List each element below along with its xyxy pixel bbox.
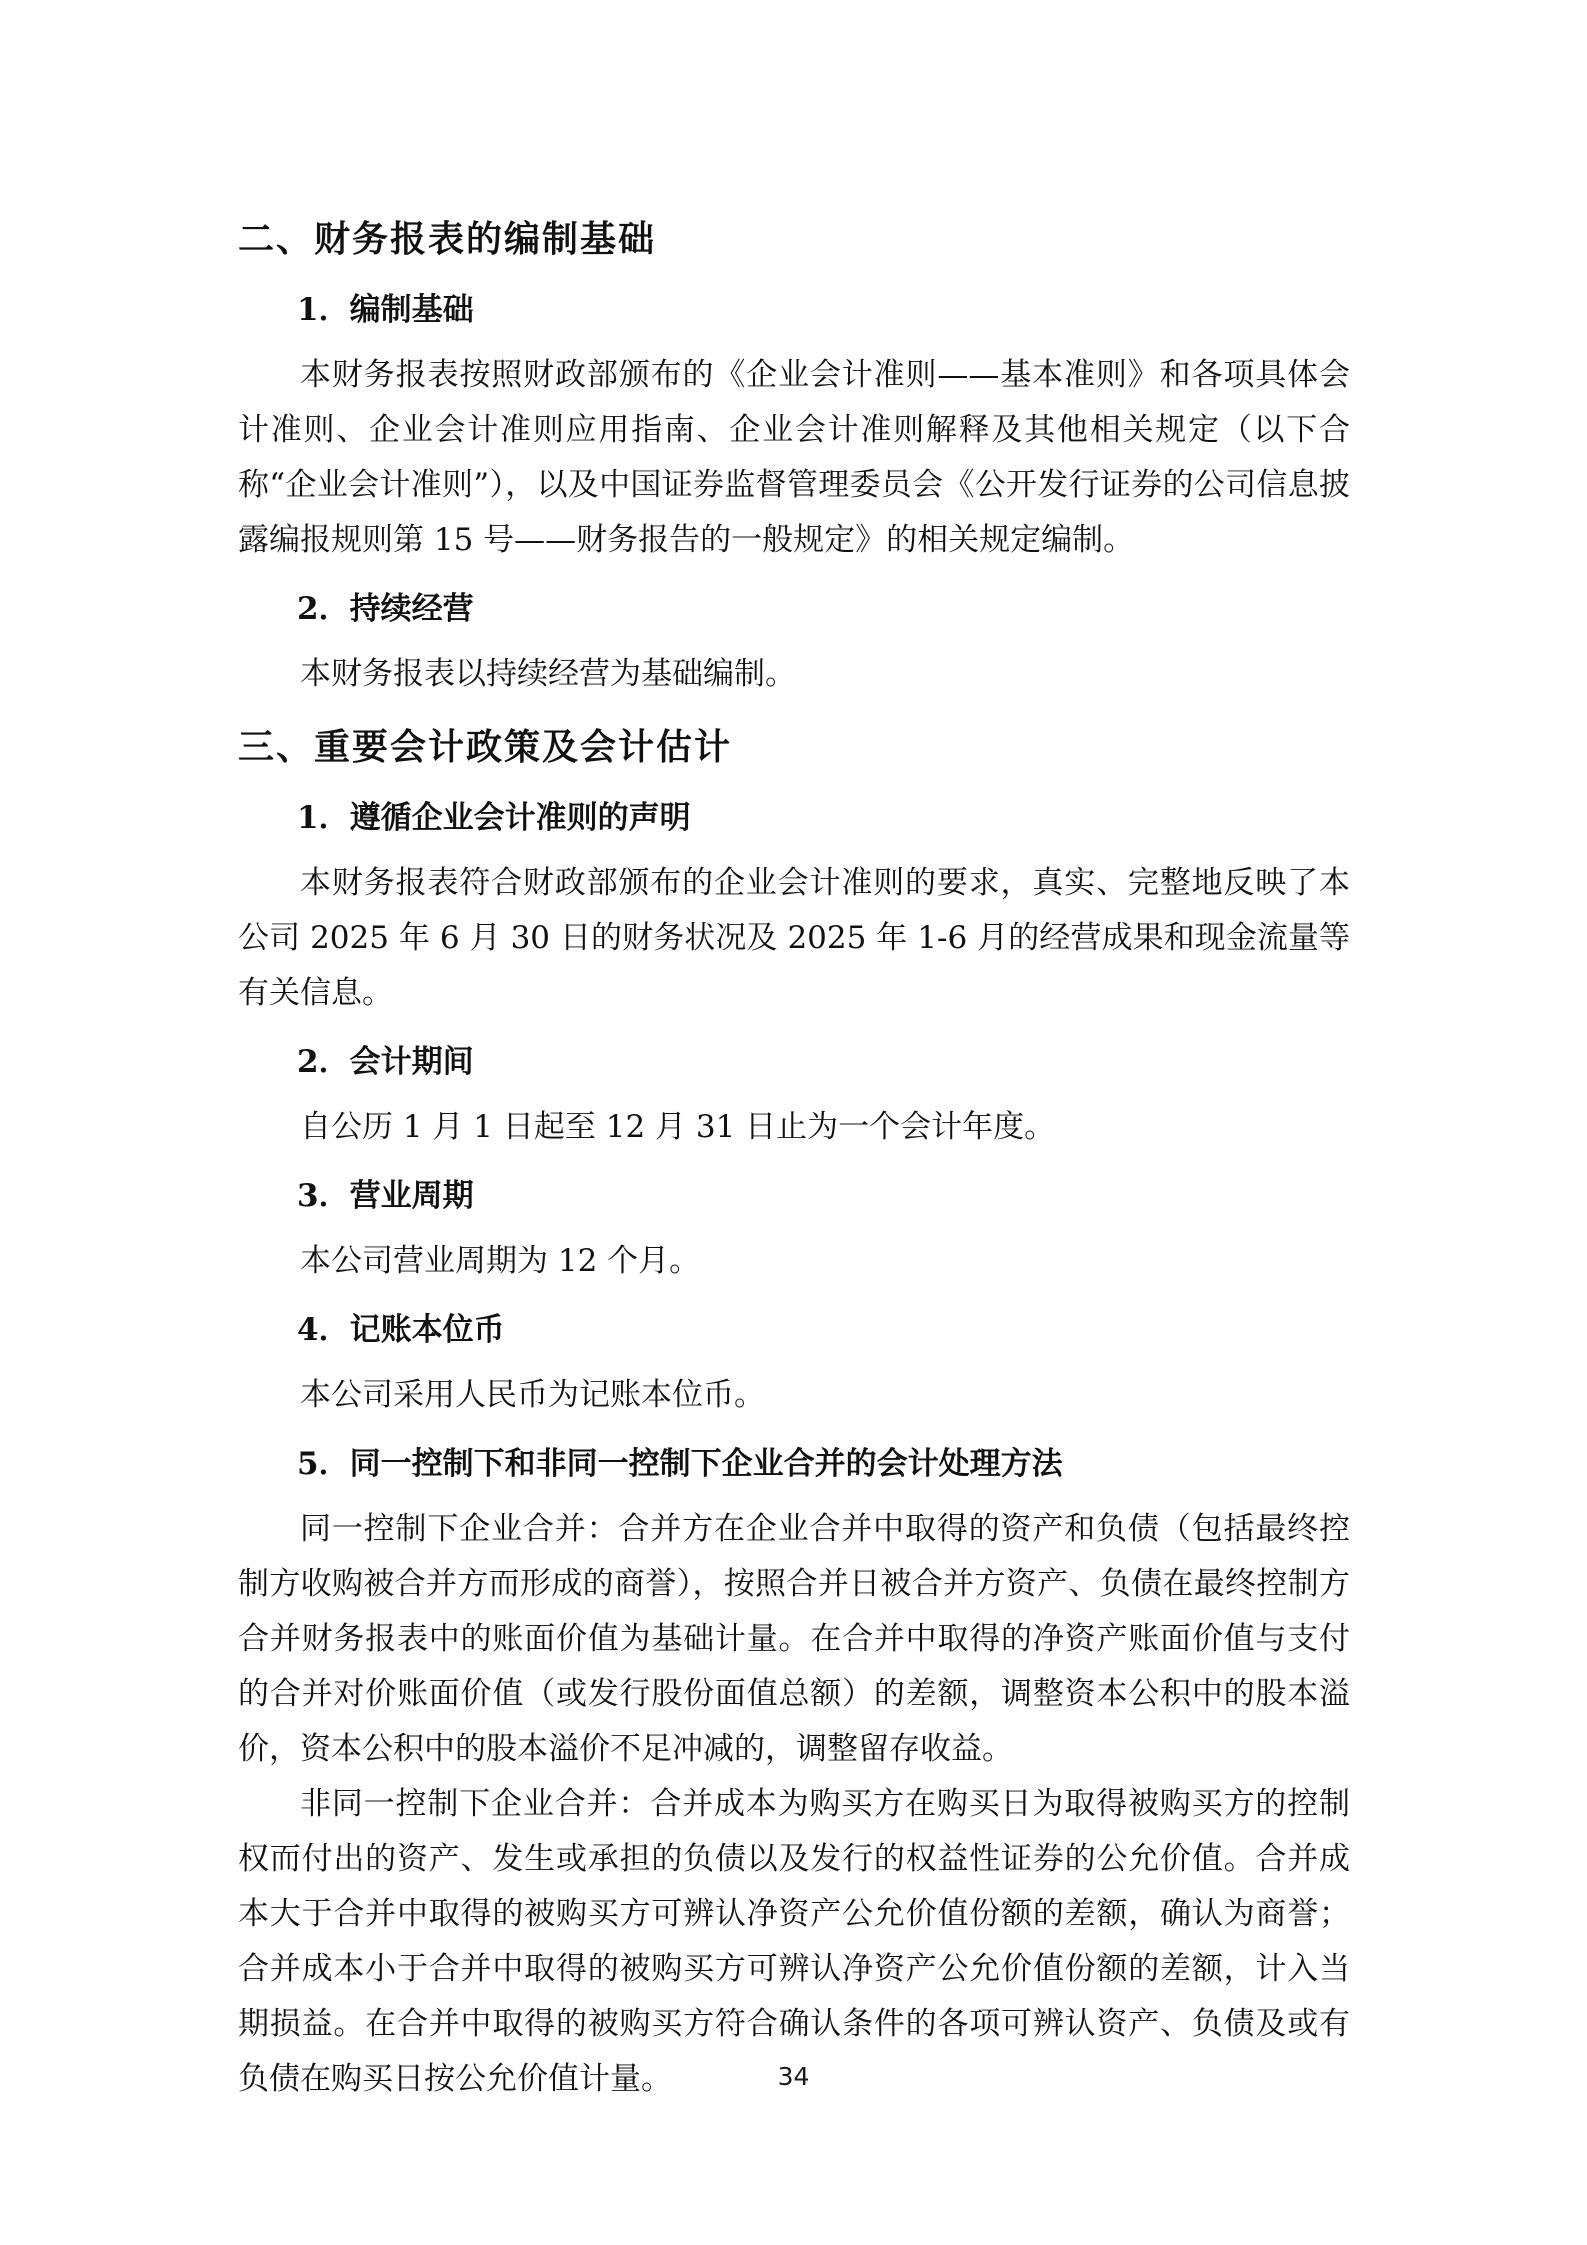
page-footer — [0, 2062, 1587, 2091]
paragraph: 本财务报表符合财政部颁布的企业会计准则的要求，真实、完整地反映了本公司 2025 年 6 月 30 日的财务状况及 2025 年 1-6 月的经营成果和现金流量等有关信息。 — [238, 865, 1350, 1011]
paragraph: 本财务报表按照财政部颁布的《企业会计准则——基本准则》和各项具体会计准则、企业会计准则应用指南、企业会计准则解释及其他相关规定（以下合称“企业会计准则”），以及中国证券监督管理委员会《公开发行证券的公司信息披露编报规则第 15 号——财务报告的一般规定》的相关规定编制。 — [238, 357, 1350, 558]
paragraph: 本公司营业周期为 12 个月。 — [300, 1243, 701, 1279]
subsection-heading: 1．编制基础 — [297, 292, 474, 328]
section-heading: 三、重要会计政策及会计估计 — [238, 726, 733, 768]
paragraph: 非同一控制下企业合并：合并成本为购买方在购买日为取得被购买方的控制权而付出的资产、发生或承担的负债以及发行的权益性证券的公允价值。合并成本大于合并中取得的被购买方可辨认净资产公允价值份额的差额，确认为商誉；合并成本小于合并中取得的被购买方可辨认净资产公允价值份额的差额，计入当期损益。在合并中取得的被购买方符合确认条件的各项可辨认资产、负债及或有负债在购买日按公允价值计量。 — [238, 1786, 1350, 2097]
subsection-heading: 4．记账本位币 — [297, 1312, 505, 1348]
subsection-heading: 2．持续经营 — [297, 591, 474, 627]
page-number: 34 — [777, 2062, 810, 2091]
subsection-heading: 3．营业周期 — [297, 1178, 474, 1214]
document-content — [238, 212, 1350, 2107]
paragraph: 本公司采用人民币为记账本位币。 — [300, 1377, 765, 1413]
subsection-heading: 2．会计期间 — [297, 1044, 474, 1080]
paragraph: 同一控制下企业合并：合并方在企业合并中取得的资产和负债（包括最终控制方收购被合并方而形成的商誉），按照合并日被合并方资产、负债在最终控制方合并财务报表中的账面价值为基础计量。在合并中取得的净资产账面价值与支付的合并对价账面价值（或发行股份面值总额）的差额，调整资本公积中的股本溢价，资本公积中的股本溢价不足冲减的，调整留存收益。 — [238, 1511, 1350, 1767]
subsection-heading: 1．遵循企业会计准则的声明 — [297, 800, 691, 836]
paragraph: 自公历 1 月 1 日起至 12 月 31 日止为一个会计年度。 — [300, 1109, 1056, 1145]
subsection-heading: 5．同一控制下和非同一控制下企业合并的会计处理方法 — [297, 1446, 1063, 1482]
paragraph: 本财务报表以持续经营为基础编制。 — [300, 656, 796, 692]
section-heading: 二、财务报表的编制基础 — [238, 218, 657, 260]
